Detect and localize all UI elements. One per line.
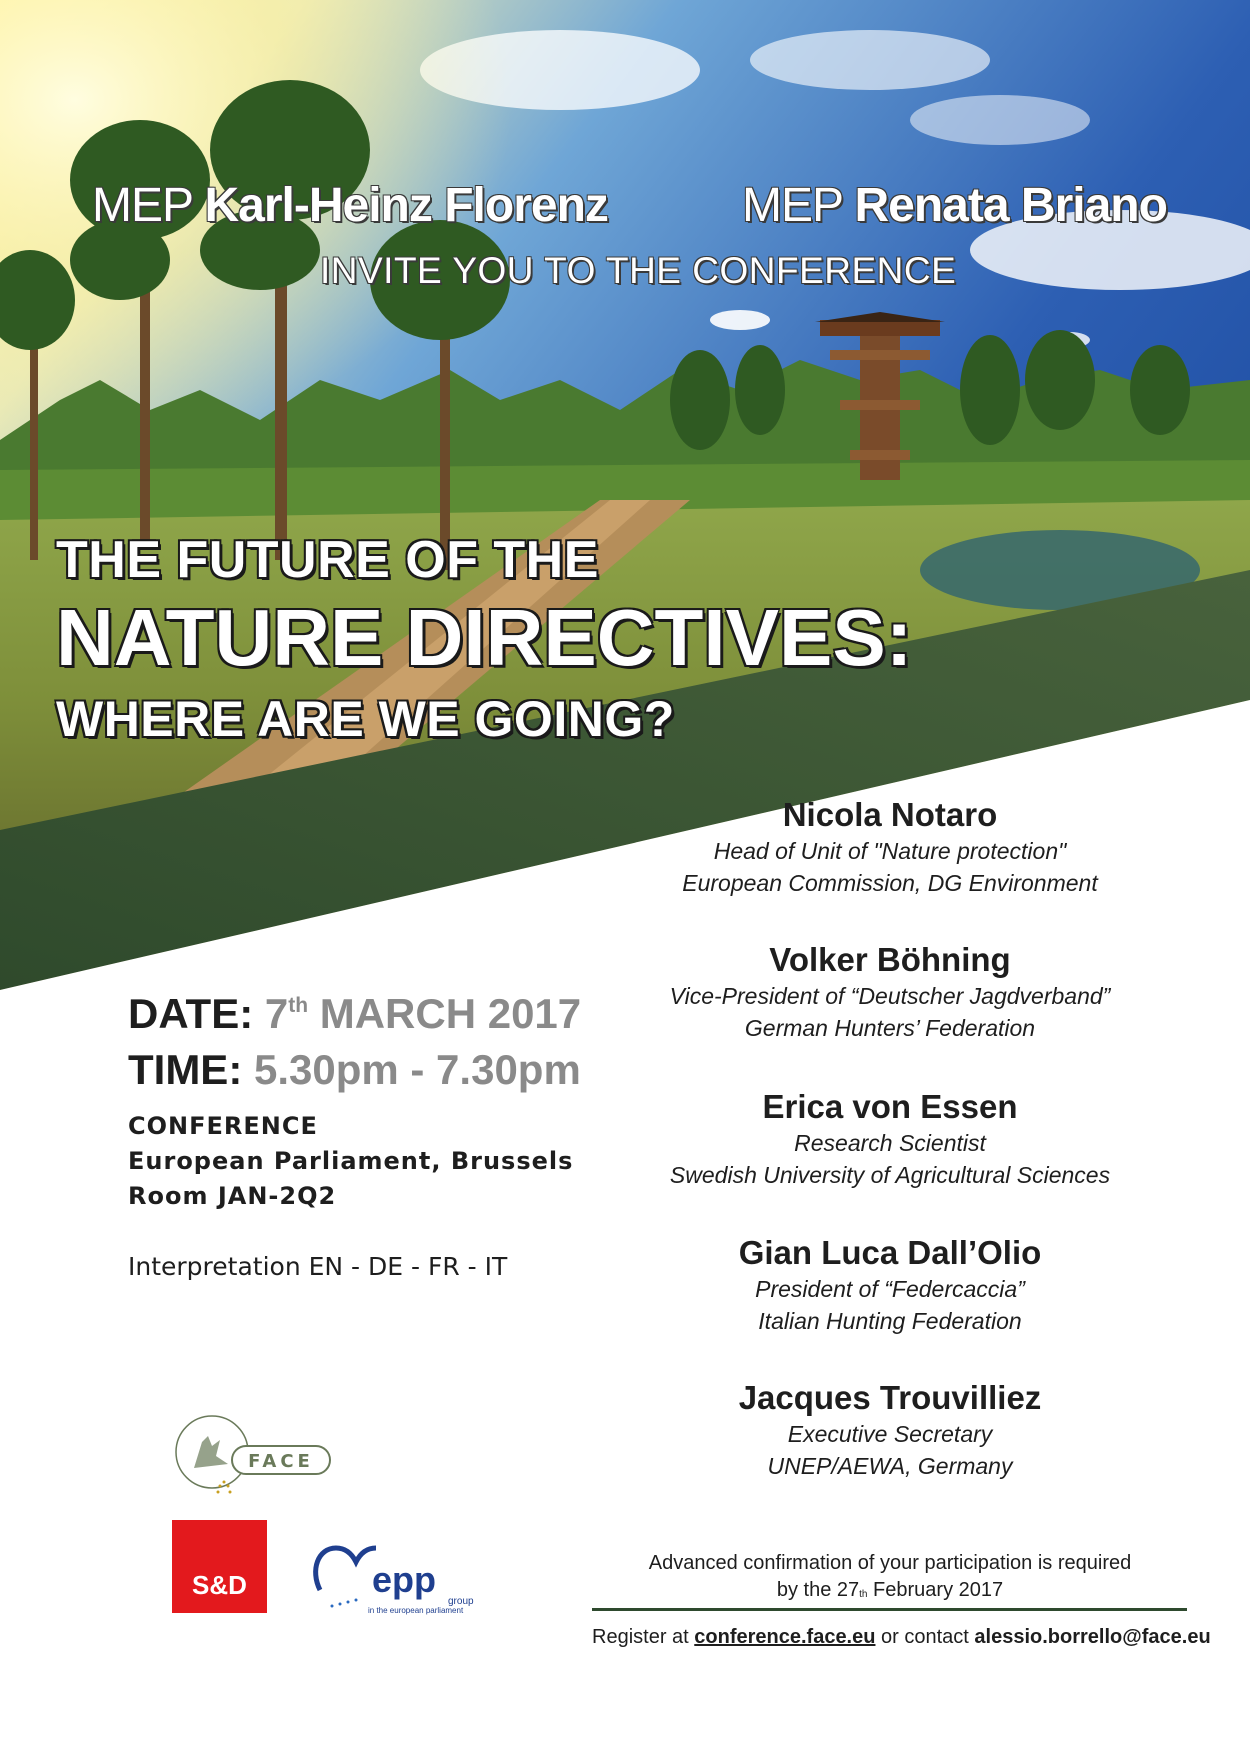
speaker-affiliation: UNEP/AEWA, Germany [767,1453,1013,1479]
mep2-prefix: MEP [742,179,843,232]
speaker-role: Research Scientist [794,1130,986,1156]
event-time [128,1046,581,1094]
mep2-last: Briano [1020,179,1167,232]
register-link[interactable]: conference.face.eu [694,1626,876,1648]
mep1-prefix: MEP [92,179,193,232]
face-logo-text: FACE [248,1451,314,1472]
speaker-name: Nicola Notaro [782,796,998,833]
mep1-first: Karl-Heinz [204,179,432,232]
register-pre: Register at [592,1626,695,1648]
date-value [265,990,581,1037]
speaker-block [640,1233,1140,1337]
mep2-first: Renata [854,179,1009,232]
confirm-date-post: February 2017 [867,1579,1004,1601]
speaker-block [640,1087,1140,1191]
speaker-affiliation: Swedish University of Agricultural Sciences [669,1162,1111,1188]
event-date [128,990,581,1038]
speaker-block [640,1378,1140,1482]
confirm-line-1: Advanced confirmation of your participation is required [648,1552,1132,1574]
face-logo [172,1412,332,1498]
confirmation-note [600,1550,1180,1604]
speaker-affiliation: German Hunters’ Federation [744,1015,1036,1041]
title-line-3: WHERE ARE WE GOING? [56,691,675,747]
register-mid: or contact [875,1626,975,1648]
date-rest: MARCH 2017 [308,990,582,1037]
confirm-line-2 [600,1577,1180,1604]
confirm-date-sup: th [859,1589,868,1600]
speaker-name: Gian Luca Dall’Olio [738,1234,1042,1271]
speaker-affiliation: European Commission, DG Environment [682,870,1098,896]
epp-sub-text: in the european parliament [368,1606,464,1615]
mep1-last: Florenz [444,179,608,232]
speaker-block [640,940,1140,1044]
venue-place: European Parliament, Brussels [128,1147,574,1175]
title-line-1: THE FUTURE OF THE [56,531,599,589]
footer-divider [592,1608,1187,1611]
confirm-date-pre: by the 27 [776,1579,860,1601]
date-label: DATE: [128,990,254,1037]
epp-group-text: group [448,1596,474,1607]
epp-logo-text: epp [372,1559,437,1600]
sd-logo [172,1520,267,1613]
date-day: 7 [264,990,289,1037]
contact-email-link[interactable]: alessio.borrello@face.eu [974,1626,1211,1648]
epp-logo [310,1540,480,1615]
speaker-name: Jacques Trouvilliez [738,1379,1042,1416]
sd-logo-text: S&D [192,1570,247,1600]
speaker-role: Head of Unit of "Nature protection" [713,838,1067,864]
venue-type: CONFERENCE [128,1112,318,1140]
speaker-name: Volker Böhning [769,941,1011,978]
invite-line: INVITE YOU TO THE CONFERENCE [320,250,957,291]
speaker-affiliation: Italian Hunting Federation [758,1308,1022,1334]
speaker-block [640,795,1140,899]
speaker-name: Erica von Essen [762,1088,1018,1125]
host-mep-briano [742,178,1167,233]
venue-room: Room JAN-2Q2 [128,1182,337,1210]
speaker-role: Executive Secretary [787,1421,993,1447]
date-sup: th [288,994,309,1017]
host-mep-florenz [92,178,608,233]
time-label: TIME: [128,1046,243,1093]
interpretation-languages: Interpretation EN - DE - FR - IT [128,1252,508,1281]
title-line-2: NATURE DIRECTIVES: [56,593,913,682]
speaker-role: President of “Federcaccia” [755,1276,1025,1302]
registration-line [592,1626,1211,1649]
speaker-role: Vice-President of “Deutscher Jagdverband” [669,983,1111,1009]
time-value: 5.30pm - 7.30pm [253,1046,581,1093]
